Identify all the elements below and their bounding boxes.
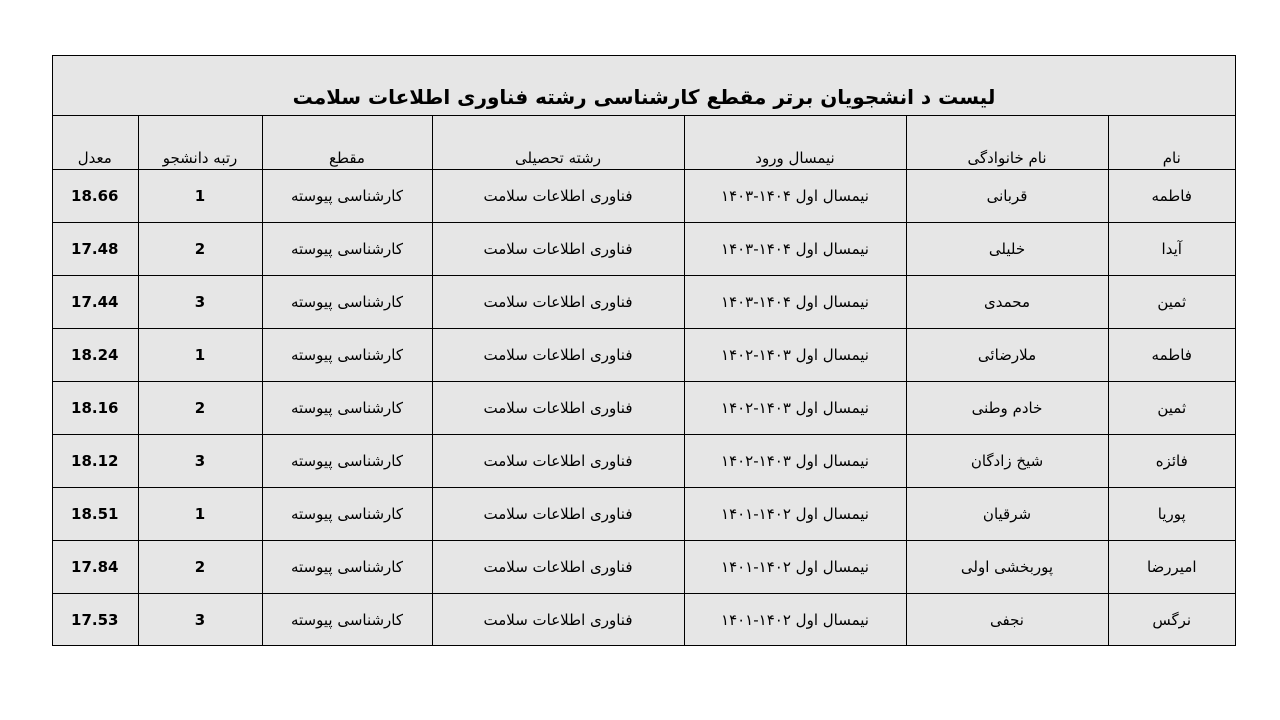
header-gpa: معدل [52, 116, 138, 170]
cell-name: فاطمه [1108, 329, 1235, 382]
cell-gpa: 18.12 [52, 435, 138, 488]
cell-semester: نیمسال اول ۱۴۰۴-۱۴۰۳ [684, 276, 906, 329]
header-rank: رتبه دانشجو [138, 116, 262, 170]
cell-gpa: 17.53 [52, 594, 138, 647]
cell-field: فناوری اطلاعات سلامت [432, 594, 684, 647]
cell-family: نجفی [906, 594, 1108, 647]
cell-semester: نیمسال اول ۱۴۰۴-۱۴۰۳ [684, 170, 906, 223]
cell-field: فناوری اطلاعات سلامت [432, 435, 684, 488]
cell-semester: نیمسال اول ۱۴۰۳-۱۴۰۲ [684, 382, 906, 435]
cell-rank: 1 [138, 329, 262, 382]
cell-name: امیررضا [1108, 541, 1235, 594]
cell-field: فناوری اطلاعات سلامت [432, 329, 684, 382]
table-row [52, 329, 1235, 382]
cell-rank: 1 [138, 488, 262, 541]
cell-field: فناوری اطلاعات سلامت [432, 382, 684, 435]
header-field: رشته تحصیلی [432, 116, 684, 170]
table-row [52, 276, 1235, 329]
cell-level: کارشناسی پیوسته [262, 329, 432, 382]
table-row [52, 435, 1235, 488]
cell-level: کارشناسی پیوسته [262, 276, 432, 329]
table-row [52, 382, 1235, 435]
cell-level: کارشناسی پیوسته [262, 435, 432, 488]
cell-gpa: 17.44 [52, 276, 138, 329]
cell-name: ثمین [1108, 276, 1235, 329]
cell-semester: نیمسال اول ۱۴۰۳-۱۴۰۲ [684, 435, 906, 488]
cell-gpa: 18.66 [52, 170, 138, 223]
table-row [52, 541, 1235, 594]
cell-level: کارشناسی پیوسته [262, 382, 432, 435]
cell-family: خلیلی [906, 223, 1108, 276]
cell-name: آیدا [1108, 223, 1235, 276]
header-name: نام [1108, 116, 1235, 170]
cell-rank: 3 [138, 594, 262, 647]
cell-field: فناوری اطلاعات سلامت [432, 170, 684, 223]
cell-rank: 2 [138, 541, 262, 594]
table-title: لیست د انشجویان برتر مقطع کارشناسی رشته فناوری اطلاعات سلامت [53, 56, 1235, 116]
cell-family: محمدی [906, 276, 1108, 329]
cell-field: فناوری اطلاعات سلامت [432, 541, 684, 594]
cell-gpa: 18.51 [52, 488, 138, 541]
cell-semester: نیمسال اول ۱۴۰۳-۱۴۰۲ [684, 329, 906, 382]
cell-semester: نیمسال اول ۱۴۰۲-۱۴۰۱ [684, 488, 906, 541]
cell-name: فاطمه [1108, 170, 1235, 223]
header-row [52, 116, 1235, 170]
cell-level: کارشناسی پیوسته [262, 223, 432, 276]
cell-field: فناوری اطلاعات سلامت [432, 488, 684, 541]
cell-family: شیخ زادگان [906, 435, 1108, 488]
cell-level: کارشناسی پیوسته [262, 594, 432, 647]
cell-family: ملارضائی [906, 329, 1108, 382]
table-row [52, 170, 1235, 223]
cell-family: خادم وطنی [906, 382, 1108, 435]
cell-semester: نیمسال اول ۱۴۰۴-۱۴۰۳ [684, 223, 906, 276]
table-row [52, 223, 1235, 276]
cell-family: پوربخشی اولی [906, 541, 1108, 594]
cell-family: قربانی [906, 170, 1108, 223]
cell-level: کارشناسی پیوسته [262, 170, 432, 223]
cell-name: ثمین [1108, 382, 1235, 435]
cell-family: شرقیان [906, 488, 1108, 541]
cell-gpa: 17.48 [52, 223, 138, 276]
cell-rank: 3 [138, 435, 262, 488]
cell-semester: نیمسال اول ۱۴۰۲-۱۴۰۱ [684, 594, 906, 647]
cell-level: کارشناسی پیوسته [262, 541, 432, 594]
cell-name: فائزه [1108, 435, 1235, 488]
cell-rank: 2 [138, 382, 262, 435]
table-row [52, 594, 1235, 647]
cell-field: فناوری اطلاعات سلامت [432, 223, 684, 276]
cell-rank: 2 [138, 223, 262, 276]
table-row [52, 488, 1235, 541]
cell-rank: 1 [138, 170, 262, 223]
cell-level: کارشناسی پیوسته [262, 488, 432, 541]
cell-name: پوریا [1108, 488, 1235, 541]
header-semester: نیمسال ورود [684, 116, 906, 170]
students-sheet [52, 55, 1236, 646]
cell-gpa: 18.16 [52, 382, 138, 435]
header-family: نام خانوادگی [906, 116, 1108, 170]
cell-field: فناوری اطلاعات سلامت [432, 276, 684, 329]
cell-name: نرگس [1108, 594, 1235, 647]
header-level: مقطع [262, 116, 432, 170]
cell-gpa: 18.24 [52, 329, 138, 382]
cell-rank: 3 [138, 276, 262, 329]
cell-semester: نیمسال اول ۱۴۰۲-۱۴۰۱ [684, 541, 906, 594]
students-table [52, 116, 1235, 646]
cell-gpa: 17.84 [52, 541, 138, 594]
